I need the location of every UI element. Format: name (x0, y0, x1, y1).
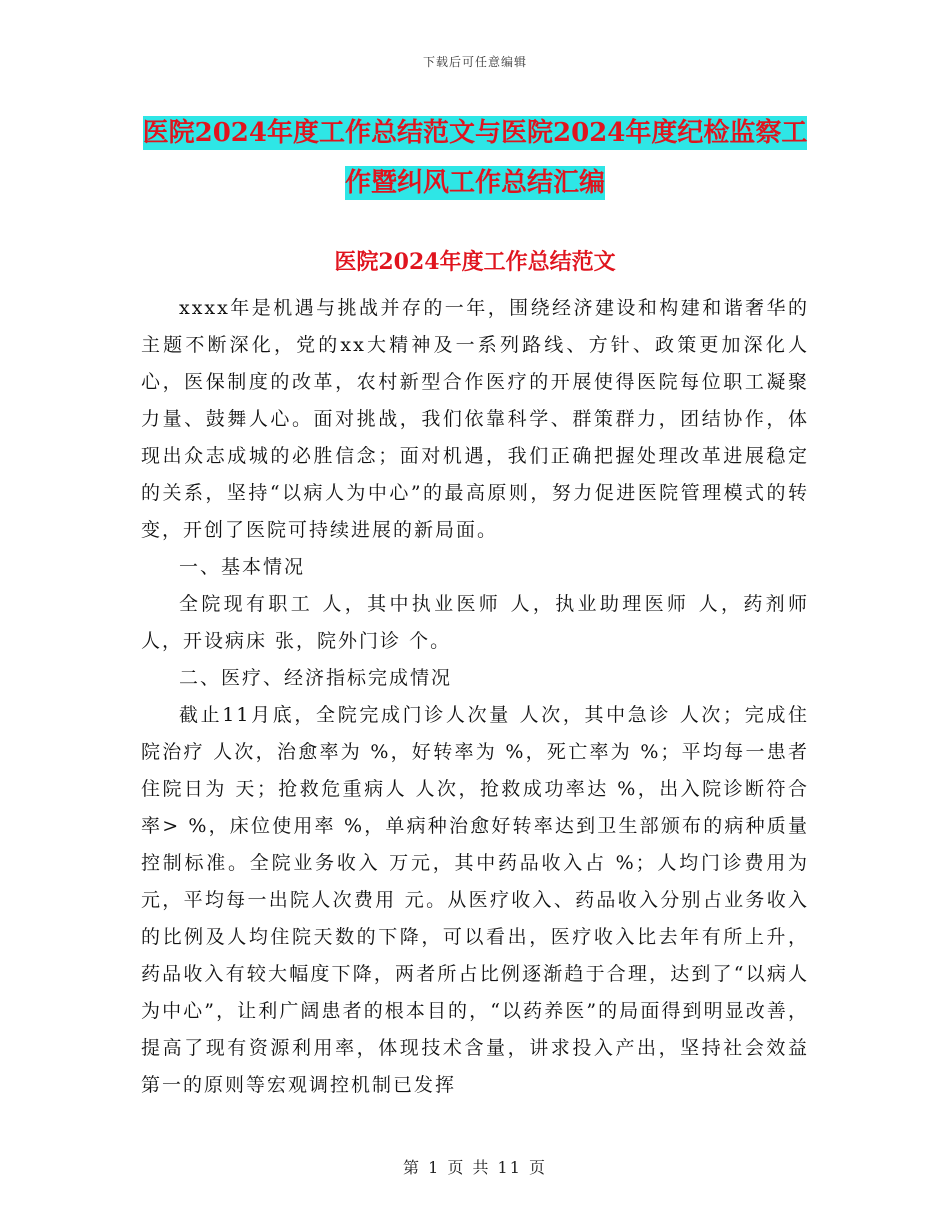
staff-paragraph: 全院现有职工 人，其中执业医师 人，执业助理医师 人，药剂师 人，开设病床 张，院外门诊 个。 (141, 593, 809, 652)
page-header: 下载后可任意编辑 (422, 55, 527, 69)
document-title-text: 医院2024年度工作总结范文与医院2024年度纪检监察工作暨纠风工作总结汇编 (142, 118, 808, 198)
indicators-paragraph: 截止11月底，全院完成门诊人次量 人次，其中急诊 人次；完成住院治疗 人次，治愈率为 %，好转率为 %，死亡率为 %；平均每一患者住院日为 天；抢救危重病人 人次，抢救成功率达 %，出入院诊断符合率> %，床位使用率 %，单病种治愈好转率达到卫生部颁布的病种质量控制标准。全院业务收入 万元，其中药品收入占 %；人均门诊费用为 元，平均每一出院人次费用 元。从医疗收入、药品收入分别占业务收入的比例及人均住院天数的下降，可以看出，医疗收入比去年有所上升，药品收入有较大幅度下降，两者所占比例逐渐趋于合理，达到了“以病人为中心”，让利广阔患者的根本目的，“以药养医”的局面得到明显改善，提高了现有资源利用率，体现技术含量，讲求投入产出，坚持社会效益第一的原则等宏观调控机制已发挥 (141, 704, 809, 1096)
document-title (130, 108, 820, 208)
page-footer: 第 1 页 共 11 页 (403, 1158, 547, 1177)
heading-basic-situation: 一、基本情况 (179, 556, 306, 578)
document-body (141, 290, 809, 1104)
heading-indicators: 二、医疗、经济指标完成情况 (179, 667, 453, 689)
section-title: 医院2024年度工作总结范文 (334, 249, 616, 275)
intro-paragraph: xxxx年是机遇与挑战并存的一年，围绕经济建设和构建和谐奢华的主题不断深化，党的xx大精神及一系列路线、方针、政策更加深化人心，医保制度的改革，农村新型合作医疗的开展使得医院每位职工凝聚力量、鼓舞人心。面对挑战，我们依靠科学、群策群力，团结协作，体现出众志成城的必胜信念；面对机遇，我们正确把握处理改革进展稳定的关系，坚持“以病人为中心”的最高原则，努力促进医院管理模式的转变，开创了医院可持续进展的新局面。 (141, 297, 809, 541)
